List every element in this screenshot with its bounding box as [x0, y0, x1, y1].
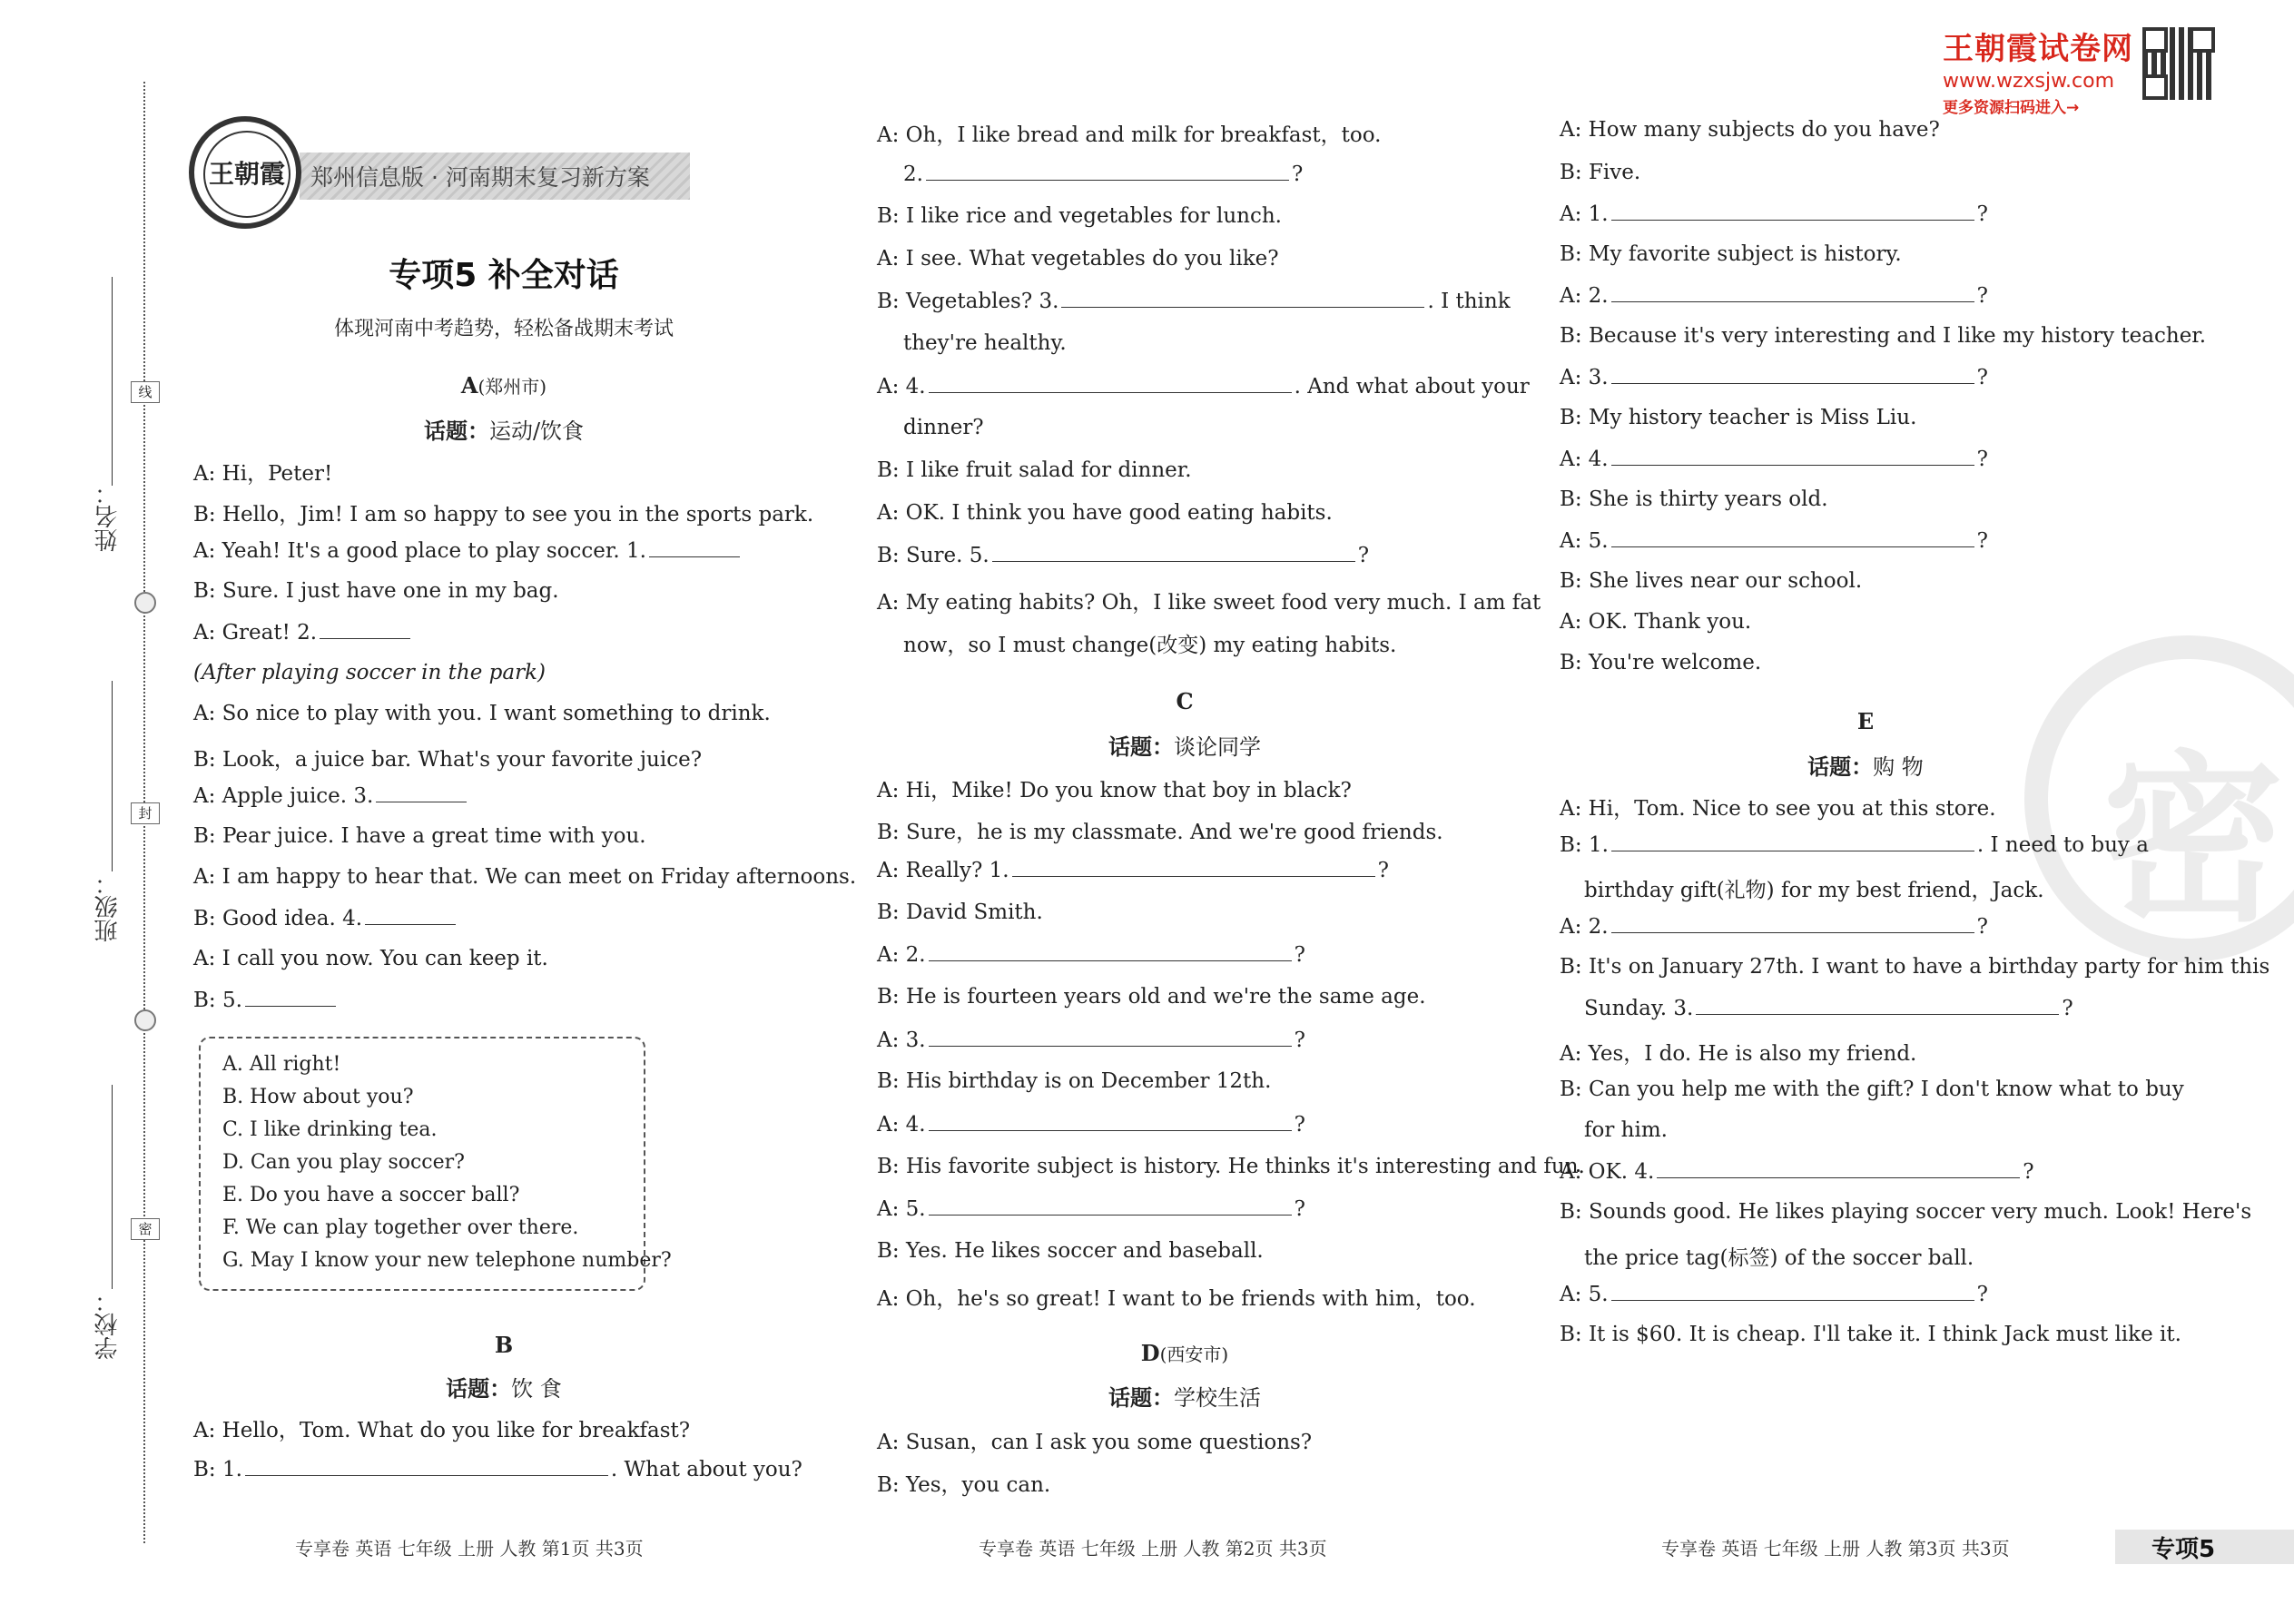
seal-secret: 密	[131, 1218, 160, 1240]
dialogue-line: B: Good idea. 4.	[193, 906, 458, 930]
answer-blank[interactable]	[1611, 283, 1974, 302]
seal-seal: 封	[131, 802, 160, 824]
dialogue-line: A: OK. 4. ?	[1560, 1160, 2034, 1184]
dialogue-line: A: Hello，Tom. What do you like for breakfast?	[193, 1419, 691, 1442]
answer-blank[interactable]	[1611, 914, 1974, 933]
page-subtitle: 体现河南中考趋势，轻松备战期末考试	[333, 318, 674, 340]
section-d-heading: D(西安市)	[1140, 1340, 1229, 1366]
answer-blank[interactable]	[365, 906, 456, 925]
logo	[189, 116, 301, 229]
logo-text: 王朝霞	[203, 131, 290, 218]
option-item: B. How about you?	[222, 1086, 414, 1108]
answer-blank[interactable]	[929, 942, 1292, 961]
dialogue-line: A: Hi，Mike! Do you know that boy in black?	[877, 779, 1352, 802]
brand-name: 王朝霞试卷网	[1943, 31, 2133, 67]
dialogue-line: A: 2. ?	[877, 943, 1305, 967]
dialogue-line: B: Yes. He likes soccer and baseball.	[877, 1239, 1264, 1263]
answer-blank[interactable]	[245, 1457, 608, 1476]
stage-direction: (After playing soccer in the park)	[193, 661, 546, 684]
dialogue-line: B: You're welcome.	[1560, 651, 1762, 674]
dialogue-line: the price tag(标签) of the soccer ball.	[1584, 1246, 1974, 1270]
dialogue-line: A: 3. ?	[1560, 366, 1988, 389]
dialogue-line: B: Look，a juice bar. What's your favorite juice?	[193, 748, 703, 772]
dialogue-line: B: David Smith.	[877, 901, 1043, 924]
dialogue-line: B: Five.	[1560, 161, 1641, 184]
answer-blank[interactable]	[1611, 202, 1974, 221]
dialogue-line: A: How many subjects do you have?	[1560, 118, 1940, 142]
qr-code-icon[interactable]	[2142, 27, 2215, 100]
section-a-heading: A(郑州市)	[460, 372, 547, 399]
dialogue-line: A: 4. ?	[877, 1113, 1305, 1137]
binding-knot-icon	[134, 1009, 156, 1031]
dialogue-line: A: Yeah! It's a good place to play soccer. 1.	[193, 538, 743, 563]
dialogue-line: B: Because it's very interesting and I like my history teacher.	[1560, 324, 2207, 348]
answer-blank[interactable]	[1012, 858, 1375, 877]
answer-blank[interactable]	[649, 538, 740, 557]
dialogue-line: B: 1. . I need to buy a	[1560, 833, 2149, 857]
dialogue-line: B: His favorite subject is history. He thinks it's interesting and fun.	[877, 1155, 1585, 1178]
seal-line: 线	[131, 381, 160, 403]
answer-blank[interactable]	[1611, 1282, 1974, 1301]
name-label: 姓名：	[94, 481, 122, 552]
dialogue-line: A: 1. ?	[1560, 202, 1988, 226]
dialogue-line: B: 1. . What about you?	[193, 1458, 802, 1481]
section-b-heading: B	[494, 1332, 514, 1358]
option-item: E. Do you have a soccer ball?	[222, 1184, 520, 1206]
page-title: 专项5 补全对话	[389, 257, 619, 294]
answer-blank[interactable]	[376, 783, 467, 802]
option-item: G. May I know your new telephone number?	[222, 1249, 672, 1272]
answer-blank[interactable]	[929, 1112, 1292, 1131]
dialogue-line: A: 5. ?	[1560, 529, 1988, 553]
dialogue-line: A: 3. ?	[877, 1029, 1305, 1052]
answer-blank[interactable]	[992, 543, 1355, 562]
binding-knot-icon	[134, 592, 156, 614]
dialogue-line: A: Oh，he's so great! I want to be friends with him，too.	[877, 1287, 1476, 1311]
answer-blank[interactable]	[929, 1196, 1292, 1216]
dialogue-line: they're healthy.	[903, 331, 1067, 355]
option-item: D. Can you play soccer?	[222, 1151, 465, 1174]
dialogue-line: A: 5. ?	[877, 1197, 1305, 1221]
dialogue-line: B: Sure. I just have one in my bag.	[193, 579, 559, 603]
dialogue-line: A: OK. Thank you.	[1560, 610, 1752, 634]
dialogue-line: B: My history teacher is Miss Liu.	[1560, 406, 1917, 429]
section-d-topic: 话题：学校生活	[1108, 1385, 1261, 1411]
answer-blank[interactable]	[320, 620, 410, 639]
dialogue-line: birthday gift(礼物) for my best friend，Jack.	[1584, 879, 2044, 902]
dialogue-line: A: OK. I think you have good eating habits.	[877, 501, 1333, 525]
brand-block	[1943, 24, 2133, 117]
dialogue-line: B: It's on January 27th. I want to have a birthday party for him this	[1560, 955, 2270, 979]
answer-blank[interactable]	[926, 162, 1289, 181]
answer-blank[interactable]	[1611, 447, 1974, 466]
dialogue-line: A: My eating habits? Oh，I like sweet food very much. I am fat	[877, 591, 1541, 615]
dialogue-line: A: Hi，Peter!	[193, 462, 333, 486]
dialogue-line: B: Sure，he is my classmate. And we're good friends.	[877, 821, 1443, 844]
dialogue-line: B: 5.	[193, 988, 339, 1012]
dialogue-line: dinner?	[903, 416, 984, 439]
dialogue-line: A: Yes，I do. He is also my friend.	[1560, 1042, 1917, 1066]
corner-tag: 专项5	[2151, 1536, 2216, 1563]
dialogue-line: A: 5. ?	[1560, 1283, 1988, 1306]
class-label: 班级：	[94, 871, 122, 942]
answer-blank[interactable]	[1061, 289, 1424, 308]
answer-blank[interactable]	[1611, 365, 1974, 384]
dialogue-line: B: She lives near our school.	[1560, 569, 1863, 593]
answer-blank[interactable]	[1657, 1159, 2020, 1178]
section-b-topic: 话题：饮 食	[446, 1376, 562, 1402]
dialogue-line: A: 4. . And what about your	[877, 375, 1530, 399]
dialogue-line: A: 4. ?	[1560, 448, 1988, 471]
dialogue-line: B: Hello，Jim! I am so happy to see you in the sports park.	[193, 503, 814, 527]
dialogue-line: B: I like rice and vegetables for lunch.	[877, 204, 1282, 228]
dialogue-line: 2. ?	[903, 162, 1304, 186]
option-item: F. We can play together over there.	[222, 1216, 579, 1239]
dialogue-line: B: He is fourteen years old and we're the same age.	[877, 985, 1426, 1009]
dialogue-line: Sunday. 3. ?	[1584, 997, 2073, 1020]
dialogue-line: B: My favorite subject is history.	[1560, 242, 1902, 266]
answer-blank[interactable]	[929, 374, 1292, 393]
dialogue-line: A: Oh，I like bread and milk for breakfast，too.	[877, 123, 1382, 147]
answer-blank[interactable]	[245, 988, 336, 1007]
dialogue-line: A: 2. ?	[1560, 284, 1988, 308]
dialogue-line: A: I call you now. You can keep it.	[193, 947, 548, 970]
answer-blank[interactable]	[1611, 528, 1974, 547]
dialogue-line: A: 2. ?	[1560, 915, 1988, 939]
dialogue-line: B: She is thirty years old.	[1560, 487, 1828, 511]
option-item: C. I like drinking tea.	[222, 1118, 438, 1141]
class-field[interactable]	[112, 681, 113, 871]
dialogue-line: A: Really? 1. ?	[877, 859, 1389, 882]
option-item: A. All right!	[222, 1053, 341, 1076]
dialogue-line: B: Vegetables? 3. . I think	[877, 290, 1511, 313]
name-field[interactable]	[112, 277, 113, 486]
section-e-topic: 话题：购 物	[1807, 754, 1924, 780]
dialogue-line: now，so I must change(改变) my eating habits.	[903, 634, 1397, 657]
school-label: 学校：	[94, 1289, 122, 1360]
section-e-heading: E	[1856, 708, 1875, 734]
dialogue-line: B: His birthday is on December 12th.	[877, 1069, 1272, 1093]
brand-cta: 更多资源扫码进入→	[1943, 99, 2080, 117]
dialogue-line: A: I am happy to hear that. We can meet on Friday afternoons.	[193, 865, 857, 889]
dialogue-line: B: It is $60. It is cheap. I'll take it. I think Jack must like it.	[1560, 1323, 2181, 1346]
answer-blank[interactable]	[929, 1028, 1292, 1047]
answer-blank[interactable]	[1611, 832, 1974, 851]
dialogue-line: B: Can you help me with the gift? I don't know what to buy	[1560, 1078, 2184, 1101]
dialogue-line: B: Sure. 5. ?	[877, 544, 1370, 567]
school-field[interactable]	[112, 1085, 113, 1289]
dialogue-line: A: So nice to play with you. I want something to drink.	[193, 702, 771, 725]
page-footer: 专享卷 英语 七年级 上册 人教 第1页 共3页	[295, 1538, 644, 1560]
dialogue-line: B: Yes，you can.	[877, 1473, 1051, 1497]
dialogue-line: B: I like fruit salad for dinner.	[877, 458, 1192, 482]
dialogue-line: A: I see. What vegetables do you like?	[877, 247, 1279, 271]
dialogue-line: A: Apple juice. 3.	[193, 783, 469, 808]
page-footer: 专享卷 英语 七年级 上册 人教 第3页 共3页	[1661, 1538, 2010, 1560]
brand-url[interactable]: www.wzxsjw.com	[1943, 70, 2115, 93]
dialogue-line: A: Hi，Tom. Nice to see you at this store.	[1560, 797, 1996, 821]
banner-text: 郑州信息版 · 河南期末复习新方案	[310, 164, 650, 191]
section-a-topic: 话题：运动/饮食	[423, 418, 585, 444]
dialogue-line: B: Sounds good. He likes playing soccer very much. Look! Here's	[1560, 1200, 2252, 1224]
answer-blank[interactable]	[1696, 996, 2059, 1015]
dialogue-line: A: Susan，can I ask you some questions?	[877, 1431, 1313, 1454]
watermark-seal-icon	[2024, 635, 2294, 962]
dialogue-line: for him.	[1584, 1118, 1668, 1142]
watermark-text: 密	[2102, 735, 2285, 947]
dialogue-line: A: Great! 2.	[193, 620, 413, 645]
section-c-topic: 话题：谈论同学	[1108, 734, 1261, 760]
page-footer: 专享卷 英语 七年级 上册 人教 第2页 共3页	[979, 1538, 1327, 1560]
section-c-heading: C	[1176, 688, 1194, 714]
dialogue-line: B: Pear juice. I have a great time with you.	[193, 824, 646, 848]
